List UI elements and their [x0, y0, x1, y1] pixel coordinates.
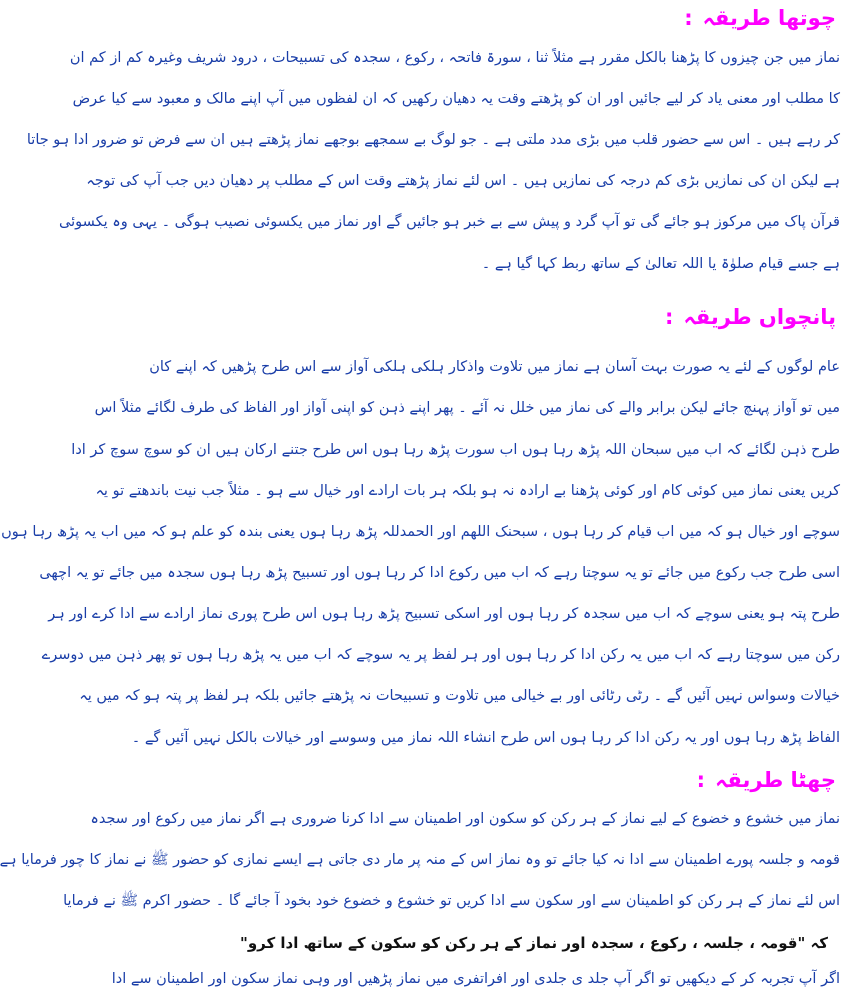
section-heading-fifth-method: پانچواں طریقہ: [665, 305, 836, 329]
paragraph-line: قرآن پاک میں مرکوز ہو جائے گی تو آپ گرد و پیش سے بے خبر ہو جائیں گے اور نماز میں یکسوئی نصیب ہوگی ۔ یہی وہ یکسوئی [59, 214, 840, 230]
paragraph-line: نماز میں خشوع و خضوع کے لیے نماز کے ہر رکن کو سکون اور اطمینان سے ادا کرنا ضروری ہے اگر نماز میں رکوع اور سجدہ [90, 811, 840, 827]
paragraph-line: کا مطلب اور معنی یاد کر لیے جائیں اور ان کو پڑھتے وقت یہ دھیان رکھیں کہ ان لفظوں میں آپ اپنے مالک و معبود سے کیا عرض [72, 91, 840, 107]
paragraph-line: اسی طرح جب رکوع میں جائے تو یہ سوچتا رہے کہ اب میں رکوع ادا کر رہا ہوں اور تسبیح پڑھ رہا ہوں سجدہ میں جائے تو یہ اچھی [39, 565, 840, 581]
paragraph-line: رکن میں سوچتا رہے کہ اب میں یہ رکن ادا کر رہا ہوں اور ہر لفظ پر یہ سوچے کہ اب میں یہ پڑھ رہا ہوں تو پھر ذہن میں دوسرے [41, 647, 840, 663]
paragraph-line: اگر آپ تجربہ کر کے دیکھیں تو اگر آپ جلد ی جلدی اور افراتفری میں نماز پڑھیں اور وہی نماز سکون اور اطمینان سے ادا [111, 971, 840, 987]
paragraph-line: قومہ و جلسہ پورے اطمینان سے ادا نہ کیا جائے تو وہ نماز اس کے منہ پر مار دی جاتی ہے ایسے نمازی کو حضور ﷺ نے نماز کا چور فرمایا ہے [0, 852, 840, 868]
paragraph-line: طرح ذہن لگائے کہ اب میں سبحان اللہ پڑھ رہا ہوں اب سورت پڑھ رہا ہوں اس طرح جتنے ارکان ہیں ان کو سوچ سوچ کر ادا [71, 442, 840, 458]
paragraph-line: خیالات وسواس نہیں آئیں گے ۔ رٹی رٹائی اور بے خیالی میں تلاوت و تسبیحات نہ پڑھتے جائیں بلکہ ہر لفظ پر پتہ ہو کہ میں یہ [79, 688, 840, 704]
paragraph-line: سوچے اور خیال ہو کہ میں اب قیام کر رہا ہوں ، سبحنک اللھم اور الحمدللہ پڑھ رہا ہوں یعنی بندہ کو علم ہو کہ میں اب یہ پڑھ رہا ہوں [1, 524, 840, 540]
paragraph-line: طرح پتہ ہو یعنی سوچے کہ اب میں سجدہ کر رہا ہوں اور اسکی تسبیح پڑھ رہا ہوں اس طرح پوری نماز ارادے سے ادا کرے اور ہر [48, 606, 840, 622]
paragraph-line: کریں یعنی نماز میں کوئی کام اور کوئی پڑھنا بے ارادہ نہ ہو بلکہ ہر بات ارادے اور خیال سے ہو ۔ مثلاً جب نیت باندھتے تو یہ [95, 483, 840, 499]
paragraph-line: ہے لیکن ان کی نمازیں بڑی کم درجہ کی نمازیں ہیں ۔ اس لئے نماز پڑھتے وقت اس کے مطلب پر دھیان دیں جب آپ کی توجہ [86, 173, 840, 189]
section-heading-fourth-method: چوتھا طریقہ: [684, 6, 836, 30]
paragraph-line: کر رہے ہیں ۔ اس سے حضور قلب میں بڑی مدد ملتی ہے ۔ جو لوگ بے سمجھے بوجھے نماز پڑھتے ہیں ان سے فرض تو ضرور ادا ہو جاتا [26, 132, 840, 148]
paragraph-line: نماز میں جن چیزوں کا پڑھنا بالکل مقرر ہے مثلاً ثنا ، سورۃ فاتحہ ، رکوع ، سجدہ کی تسبیحات ، درود شریف وغیرہ کم از کم ان [69, 50, 840, 66]
paragraph-line: میں تو آواز پہنچ جائے لیکن برابر والے کی نماز میں خلل نہ آئے ۔ پھر اپنے ذہن کو اپنی آواز اور الفاظ کی طرف لگائے مثلاً اس [94, 400, 840, 416]
paragraph-line: اس لئے نماز کے ہر رکن کو اطمینان سے اور سکون سے ادا کریں تو خشوع و خضوع خود بخود آ جائے گا ۔ حضور اکرم ﷺ نے فرمایا [63, 893, 840, 909]
paragraph-line: الفاظ پڑھ رہا ہوں اور یہ رکن ادا کر رہا ہوں اس طرح انشاء اللہ نماز میں وسوسے اور خیالات بالکل نہیں آئیں گے ۔ [131, 730, 840, 746]
paragraph-line: عام لوگوں کے لئے یہ صورت بہت آسان ہے نماز میں تلاوت واذکار ہلکی ہلکی آواز سے اس طرح پڑھیں کہ اپنے کان [149, 359, 840, 375]
section-heading-sixth-method: چھٹا طریقہ: [696, 768, 836, 792]
paragraph-line: ہے جسے قیام صلوٰۃ یا اللہ تعالیٰ کے ساتھ ربط کہا گیا ہے ۔ [481, 256, 840, 272]
hadith-quote: کہ "قومہ ، جلسہ ، رکوع ، سجدہ اور نماز کے ہر رکن کو سکون کے ساتھ ادا کرو" [240, 934, 828, 952]
